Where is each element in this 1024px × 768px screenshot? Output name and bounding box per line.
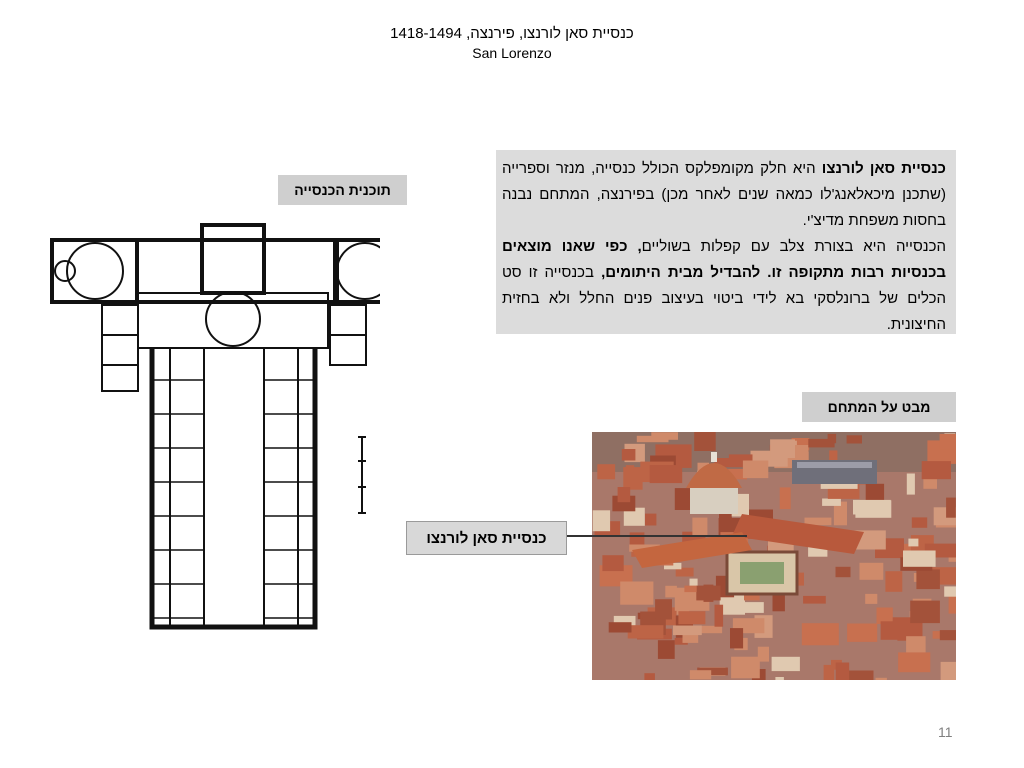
description-line1: היא חלק מקומפלקס הכולל כנסייה, מנזר וספרייה (שתכנן מיכאלאנג'לו כמאה שנים לאחר מכן) בפירנצה, המתחם נבנה בחסות משפחת מדיצ'י. <box>502 160 946 229</box>
plan-label: תוכנית הכנסייה <box>278 175 407 205</box>
slide-title-block <box>0 24 1024 62</box>
aerial-photo <box>592 432 956 680</box>
slide-subtitle: San Lorenzo <box>472 45 552 61</box>
aerial-view-label: מבט על המתחם <box>802 392 956 422</box>
description-box <box>496 150 956 334</box>
church-callout-label: כנסיית סאן לורנצו <box>406 521 567 555</box>
pointer-line <box>567 535 747 537</box>
church-floor-plan <box>40 215 380 640</box>
description-paragraph-1 <box>502 156 946 234</box>
page-number: 11 <box>938 724 953 740</box>
description-para2-end: בכנסייה זו סט הכלים של ברונלסקי בא לידי ביטוי בעיצוב פנים החלל ולא בחזית החיצונית. <box>502 264 946 333</box>
description-para2-start: הכנסייה היא בצורת צלב עם קפלות בשוליים <box>641 238 947 255</box>
description-para2-bold: , כפי שאנו מוצאים בכנסיות רבות מתקופה זו. להבדיל מבית היתומים, <box>502 238 946 281</box>
description-paragraph-2 <box>502 234 946 338</box>
description-bold-lead: כנסיית סאן לורנצו <box>821 160 946 177</box>
slide-title: כנסיית סאן לורנצו, פירנצה, 1418-1494 <box>390 25 634 42</box>
